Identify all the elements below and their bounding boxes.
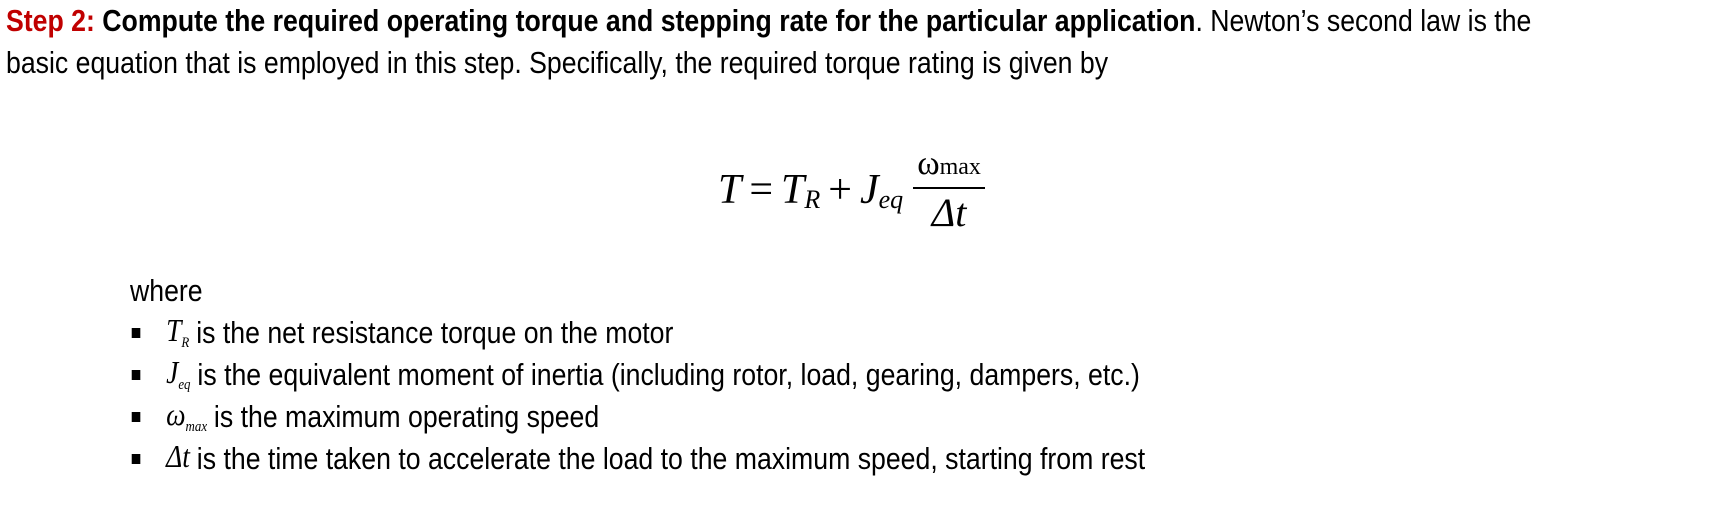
equation-omega-sub: max	[939, 153, 981, 180]
equation-fraction	[913, 144, 985, 237]
equation-tr-base: T	[781, 167, 805, 213]
definition-list	[130, 312, 1145, 480]
intro-text-1: . Newton’s second law is the	[1195, 3, 1532, 38]
square-bullet-icon	[132, 454, 141, 464]
equation-equals: =	[749, 167, 774, 213]
intro-paragraph	[6, 0, 1532, 84]
list-item	[130, 438, 1145, 480]
where-label: where	[130, 273, 203, 308]
definition-text: is the time taken to accelerate the load to the maximum speed, starting from rest	[196, 441, 1146, 476]
definition-text: is the maximum operating speed	[213, 399, 600, 434]
symbol-sub: R	[181, 334, 190, 351]
symbol-base: T	[166, 311, 182, 348]
list-item	[130, 312, 1145, 354]
square-bullet-icon	[132, 370, 141, 380]
symbol-base: Δt	[166, 437, 190, 474]
square-bullet-icon	[132, 328, 141, 338]
intro-line-1	[6, 0, 1532, 42]
equation-tr-sub: R	[804, 185, 821, 214]
symbol-base: ω	[166, 395, 186, 432]
definition-text: is the net resistance torque on the motor	[196, 315, 674, 350]
equation-omega: ω	[917, 144, 940, 182]
equation-numerator	[913, 144, 985, 189]
symbol-sub: eq	[178, 376, 191, 393]
list-item	[130, 354, 1145, 396]
equation-lhs: T	[718, 167, 742, 213]
square-bullet-icon	[132, 412, 141, 422]
list-item	[130, 396, 1145, 438]
symbol-sub: max	[185, 418, 208, 435]
definition-symbol	[166, 435, 190, 484]
symbol-base: J	[166, 353, 179, 390]
equation-denominator: Δt	[931, 189, 967, 235]
equation-j-base: J	[859, 167, 879, 213]
step-heading: Compute the required operating torque and stepping rate for the particular application	[102, 3, 1196, 38]
definition-text: is the equivalent moment of inertia (including rotor, load, gearing, dampers, etc.)	[197, 357, 1140, 392]
step-label: Step 2:	[6, 3, 95, 38]
equation-j-sub: eq	[878, 185, 904, 214]
torque-equation	[718, 140, 985, 240]
equation-plus: +	[828, 167, 852, 213]
intro-line-2: basic equation that is employed in this step. Specifically, the required torque rating is given by	[6, 45, 1109, 80]
